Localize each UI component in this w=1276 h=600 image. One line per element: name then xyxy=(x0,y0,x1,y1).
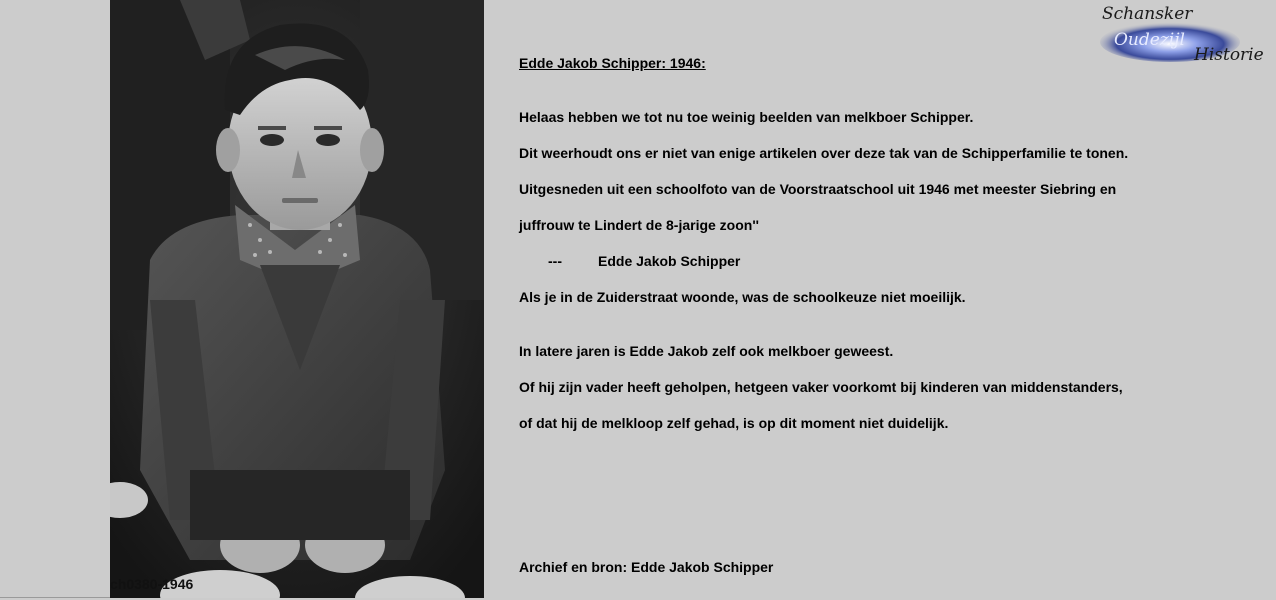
photo-caption: ch0380-1946 xyxy=(110,576,194,592)
boy-photo xyxy=(110,0,484,598)
article-paragraph-3: Uitgesneden uit een schoolfoto van de Voorstraatschool uit 1946 met meester Siebring en xyxy=(519,181,1117,197)
article-name-line xyxy=(519,253,740,269)
boy-photo-image xyxy=(110,0,484,598)
divider xyxy=(0,597,110,598)
article-paragraph-2: Dit weerhoudt ons er niet van enige artikelen over deze tak van de Schipperfamilie te tonen. xyxy=(519,145,1129,161)
article-dash: --- xyxy=(548,253,562,269)
article-paragraph-8: of dat hij de melkloop zelf gehad, is op dit moment niet duidelijk. xyxy=(519,415,949,431)
logo-word-schansker: Schansker xyxy=(1102,4,1193,24)
article-name: Edde Jakob Schipper xyxy=(598,253,741,269)
schansker-logo[interactable] xyxy=(1100,4,1270,66)
article-title: Edde Jakob Schipper: 1946: xyxy=(519,55,706,71)
article-paragraph-7: Of hij zijn vader heeft geholpen, hetgeen vaker voorkomt bij kinderen van middenstanders, xyxy=(519,379,1123,395)
article-paragraph-6: In latere jaren is Edde Jakob zelf ook melkboer geweest. xyxy=(519,343,894,359)
logo-word-oudezijl: Oudezijl xyxy=(1114,30,1185,50)
article-paragraph-5: Als je in de Zuiderstraat woonde, was de schoolkeuze niet moeilijk. xyxy=(519,289,966,305)
logo-word-historie: Historie xyxy=(1194,45,1264,65)
article-paragraph-1: Helaas hebben we tot nu toe weinig beelden van melkboer Schipper. xyxy=(519,109,974,125)
article-source: Archief en bron: Edde Jakob Schipper xyxy=(519,559,774,575)
article-paragraph-4: juffrouw te Lindert de 8-jarige zoon'' xyxy=(519,217,759,233)
